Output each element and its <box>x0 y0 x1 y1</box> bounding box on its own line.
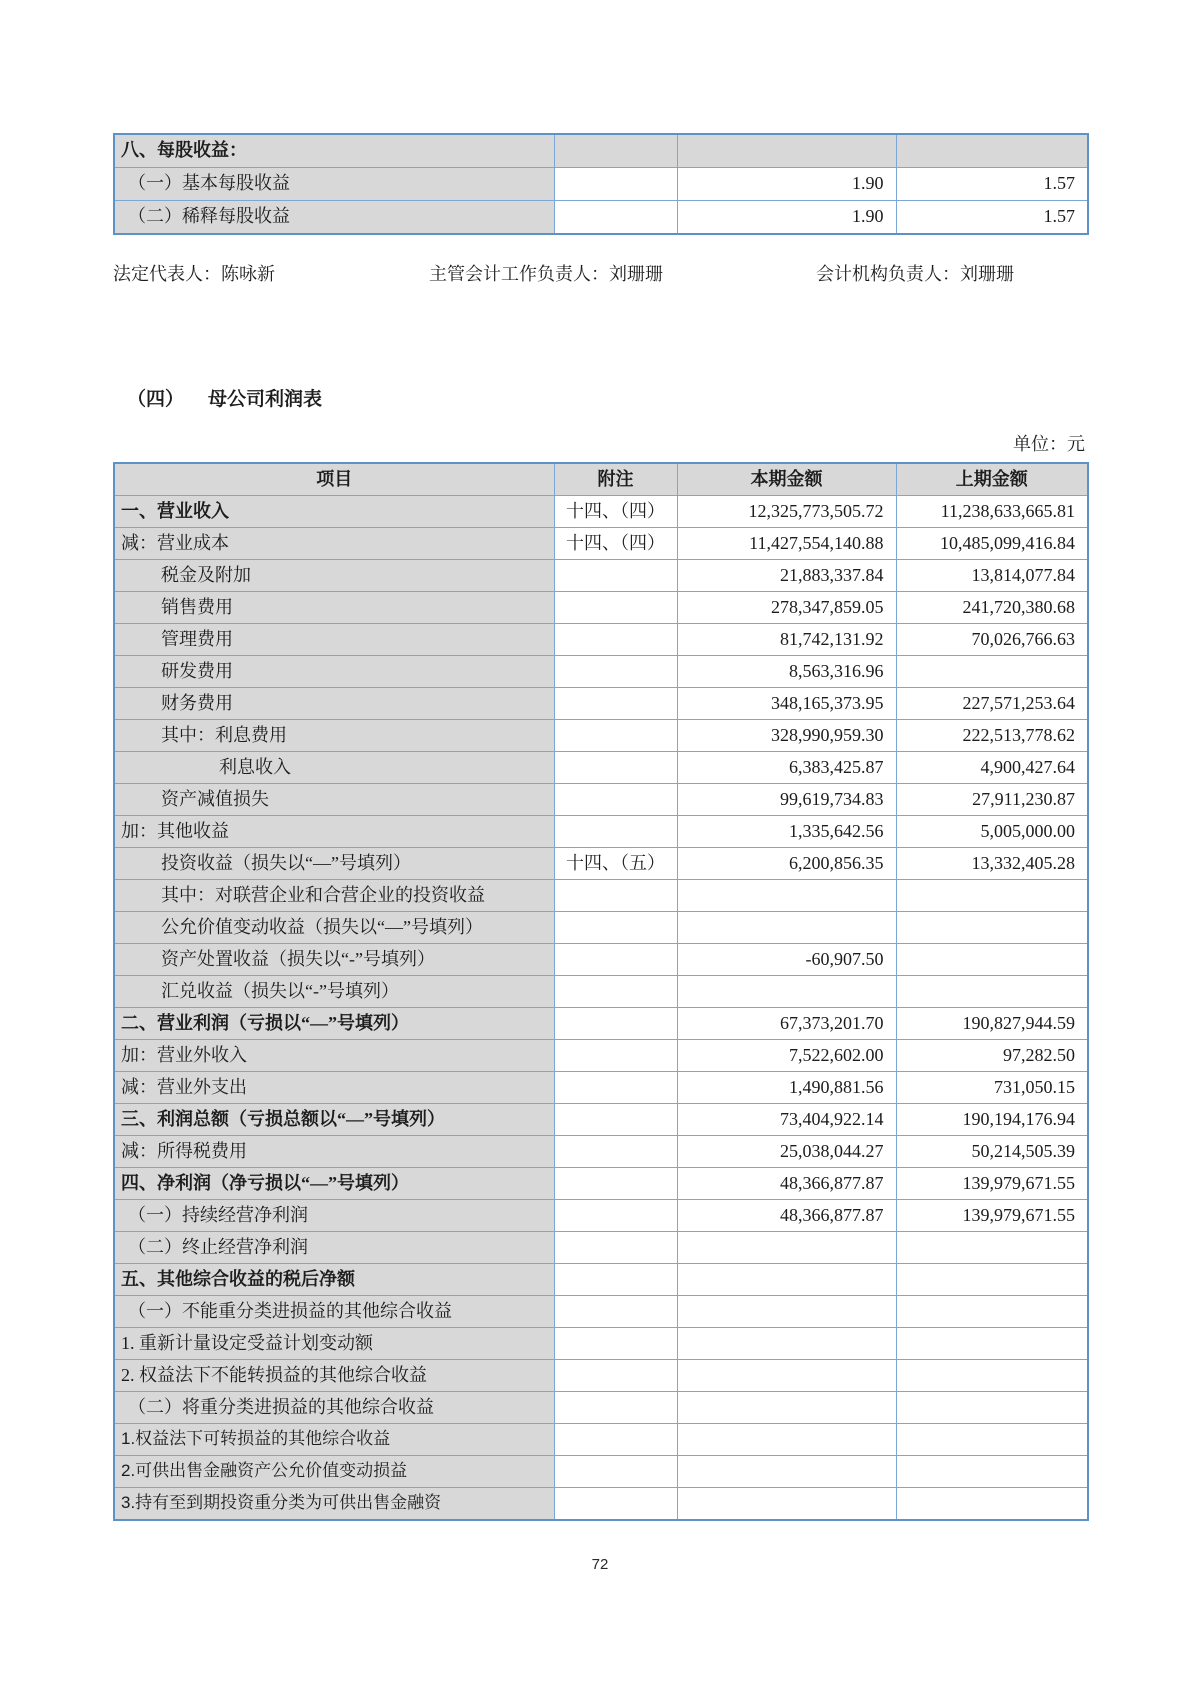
item-cell: 公允价值变动收益（损失以“—”号填列） <box>114 912 554 944</box>
table-row <box>114 1072 1088 1104</box>
empty-cell <box>677 134 896 168</box>
prior-amount-cell: 222,513,778.62 <box>896 720 1088 752</box>
prior-amount-cell: 241,720,380.68 <box>896 592 1088 624</box>
note-cell <box>554 1360 677 1392</box>
note-cell <box>554 816 677 848</box>
note-cell <box>554 976 677 1008</box>
note-cell <box>554 688 677 720</box>
note-cell <box>554 1168 677 1200</box>
table-row <box>114 201 1088 235</box>
section-heading <box>127 384 322 411</box>
current-amount-cell: 21,883,337.84 <box>677 560 896 592</box>
table-row <box>114 656 1088 688</box>
current-amount-cell: 328,990,959.30 <box>677 720 896 752</box>
item-cell: 销售费用 <box>114 592 554 624</box>
prior-amount-cell: 1.57 <box>896 201 1088 235</box>
current-amount-cell: 8,563,316.96 <box>677 656 896 688</box>
item-cell: 管理费用 <box>114 624 554 656</box>
prior-amount-cell <box>896 1424 1088 1456</box>
item-cell: （一）不能重分类进损益的其他综合收益 <box>114 1296 554 1328</box>
current-amount-cell: 48,366,877.87 <box>677 1168 896 1200</box>
table-row <box>114 1296 1088 1328</box>
table-row <box>114 528 1088 560</box>
prior-amount-cell: 13,332,405.28 <box>896 848 1088 880</box>
income-statement-table <box>113 462 1089 1521</box>
chief-accounting-officer: 主管会计工作负责人：刘珊珊 <box>429 264 663 284</box>
prior-amount-cell <box>896 1392 1088 1424</box>
item-cell: （二）稀释每股收益 <box>114 201 554 235</box>
current-amount-cell: 12,325,773,505.72 <box>677 496 896 528</box>
current-amount-cell <box>677 1296 896 1328</box>
prior-amount-cell <box>896 656 1088 688</box>
eps-table-body <box>114 134 1088 234</box>
prior-amount-cell <box>896 1232 1088 1264</box>
eps-table <box>113 133 1089 235</box>
table-row <box>114 1008 1088 1040</box>
empty-cell <box>896 134 1088 168</box>
item-cell: 五、其他综合收益的税后净额 <box>114 1264 554 1296</box>
note-cell: 十四、（五） <box>554 848 677 880</box>
prior-amount-cell: 13,814,077.84 <box>896 560 1088 592</box>
note-cell <box>554 656 677 688</box>
prior-amount-cell <box>896 1488 1088 1521</box>
current-amount-cell: 6,383,425.87 <box>677 752 896 784</box>
column-header-current: 本期金额 <box>677 463 896 496</box>
item-cell: 3.持有至到期投资重分类为可供出售金融资 <box>114 1488 554 1521</box>
current-amount-cell <box>677 1232 896 1264</box>
current-amount-cell <box>677 1424 896 1456</box>
note-cell <box>554 560 677 592</box>
prior-amount-cell <box>896 1456 1088 1488</box>
note-cell: 十四、（四） <box>554 528 677 560</box>
note-cell: 十四、（四） <box>554 496 677 528</box>
item-cell: 1. 重新计量设定受益计划变动额 <box>114 1328 554 1360</box>
table-row <box>114 1488 1088 1521</box>
table-row <box>114 1264 1088 1296</box>
table-row <box>114 720 1088 752</box>
note-cell <box>554 1456 677 1488</box>
note-cell <box>554 752 677 784</box>
table-row <box>114 1040 1088 1072</box>
table-row <box>114 1232 1088 1264</box>
prior-amount-cell: 97,282.50 <box>896 1040 1088 1072</box>
column-header-item: 项目 <box>114 463 554 496</box>
item-cell: 财务费用 <box>114 688 554 720</box>
section-index: （四） <box>127 389 185 410</box>
note-cell <box>554 1200 677 1232</box>
current-amount-cell <box>677 880 896 912</box>
note-cell <box>554 592 677 624</box>
table-row <box>114 1424 1088 1456</box>
current-amount-cell <box>677 1456 896 1488</box>
note-cell <box>554 1136 677 1168</box>
column-header-note: 附注 <box>554 463 677 496</box>
table-row <box>114 560 1088 592</box>
note-cell <box>554 1072 677 1104</box>
table-row <box>114 784 1088 816</box>
column-header-prior: 上期金额 <box>896 463 1088 496</box>
table-row <box>114 592 1088 624</box>
current-amount-cell <box>677 1328 896 1360</box>
signature-line <box>0 260 1200 286</box>
current-amount-cell: 11,427,554,140.88 <box>677 528 896 560</box>
table-row <box>114 1392 1088 1424</box>
prior-amount-cell: 731,050.15 <box>896 1072 1088 1104</box>
item-cell: 投资收益（损失以“—”号填列） <box>114 848 554 880</box>
table-row <box>114 912 1088 944</box>
prior-amount-cell: 190,194,176.94 <box>896 1104 1088 1136</box>
item-cell: （二）终止经营净利润 <box>114 1232 554 1264</box>
prior-amount-cell <box>896 944 1088 976</box>
item-cell: 研发费用 <box>114 656 554 688</box>
prior-amount-cell <box>896 976 1088 1008</box>
item-cell: 一、营业收入 <box>114 496 554 528</box>
table-row <box>114 1328 1088 1360</box>
current-amount-cell: 25,038,044.27 <box>677 1136 896 1168</box>
current-amount-cell: 99,619,734.83 <box>677 784 896 816</box>
item-cell: 税金及附加 <box>114 560 554 592</box>
prior-amount-cell <box>896 1328 1088 1360</box>
table-row <box>114 688 1088 720</box>
note-cell <box>554 880 677 912</box>
unit-label: 单位：元 <box>1013 434 1085 454</box>
prior-amount-cell: 190,827,944.59 <box>896 1008 1088 1040</box>
table-row <box>114 752 1088 784</box>
legal-representative: 法定代表人：陈咏新 <box>113 264 275 284</box>
table-row <box>114 880 1088 912</box>
prior-amount-cell <box>896 912 1088 944</box>
note-cell <box>554 944 677 976</box>
item-cell: （二）将重分类进损益的其他综合收益 <box>114 1392 554 1424</box>
current-amount-cell <box>677 976 896 1008</box>
note-cell <box>554 784 677 816</box>
current-amount-cell <box>677 1488 896 1521</box>
prior-amount-cell: 4,900,427.64 <box>896 752 1088 784</box>
item-cell: 其中：利息费用 <box>114 720 554 752</box>
eps-title-cell: 八、每股收益： <box>114 134 554 168</box>
table-row <box>114 1104 1088 1136</box>
note-cell <box>554 1424 677 1456</box>
note-cell <box>554 1040 677 1072</box>
item-cell: 加：其他收益 <box>114 816 554 848</box>
table-row <box>114 976 1088 1008</box>
table-row <box>114 1136 1088 1168</box>
note-cell <box>554 1488 677 1521</box>
table-row <box>114 816 1088 848</box>
current-amount-cell: 1.90 <box>677 168 896 201</box>
current-amount-cell <box>677 1264 896 1296</box>
current-amount-cell: 1.90 <box>677 201 896 235</box>
prior-amount-cell <box>896 1360 1088 1392</box>
table-row <box>114 1200 1088 1232</box>
item-cell: 减：营业外支出 <box>114 1072 554 1104</box>
note-cell <box>554 1328 677 1360</box>
empty-cell <box>554 134 677 168</box>
item-cell: （一）持续经营净利润 <box>114 1200 554 1232</box>
item-cell: 汇兑收益（损失以“-”号填列） <box>114 976 554 1008</box>
current-amount-cell: 6,200,856.35 <box>677 848 896 880</box>
prior-amount-cell: 70,026,766.63 <box>896 624 1088 656</box>
prior-amount-cell: 1.57 <box>896 168 1088 201</box>
item-cell: 三、利润总额（亏损总额以“—”号填列） <box>114 1104 554 1136</box>
current-amount-cell <box>677 1360 896 1392</box>
item-cell: 二、营业利润（亏损以“—”号填列） <box>114 1008 554 1040</box>
current-amount-cell: 1,490,881.56 <box>677 1072 896 1104</box>
prior-amount-cell <box>896 880 1088 912</box>
current-amount-cell: 81,742,131.92 <box>677 624 896 656</box>
item-cell: 2.可供出售金融资产公允价值变动损益 <box>114 1456 554 1488</box>
item-cell: 加：营业外收入 <box>114 1040 554 1072</box>
current-amount-cell: 48,366,877.87 <box>677 1200 896 1232</box>
current-amount-cell: 7,522,602.00 <box>677 1040 896 1072</box>
current-amount-cell: 67,373,201.70 <box>677 1008 896 1040</box>
income-table-body <box>114 463 1088 1520</box>
table-row <box>114 848 1088 880</box>
note-cell <box>554 1104 677 1136</box>
prior-amount-cell <box>896 1264 1088 1296</box>
table-row <box>114 1360 1088 1392</box>
item-cell: 资产减值损失 <box>114 784 554 816</box>
item-cell: 1.权益法下可转损益的其他综合收益 <box>114 1424 554 1456</box>
prior-amount-cell <box>896 1296 1088 1328</box>
eps-title-row <box>114 134 1088 168</box>
accounting-department-head: 会计机构负责人：刘珊珊 <box>816 264 1014 284</box>
table-row <box>114 496 1088 528</box>
prior-amount-cell: 10,485,099,416.84 <box>896 528 1088 560</box>
item-cell: 四、净利润（净亏损以“—”号填列） <box>114 1168 554 1200</box>
table-row <box>114 624 1088 656</box>
item-cell: 2. 权益法下不能转损益的其他综合收益 <box>114 1360 554 1392</box>
item-cell: 其中：对联营企业和合营企业的投资收益 <box>114 880 554 912</box>
item-cell: （一）基本每股收益 <box>114 168 554 201</box>
current-amount-cell: -60,907.50 <box>677 944 896 976</box>
current-amount-cell: 348,165,373.95 <box>677 688 896 720</box>
note-cell <box>554 1392 677 1424</box>
section-title: 母公司利润表 <box>208 389 323 410</box>
income-header-row <box>114 463 1088 496</box>
note-cell <box>554 1296 677 1328</box>
item-cell: 资产处置收益（损失以“-”号填列） <box>114 944 554 976</box>
prior-amount-cell: 5,005,000.00 <box>896 816 1088 848</box>
note-cell <box>554 1264 677 1296</box>
note-cell <box>554 1008 677 1040</box>
prior-amount-cell: 11,238,633,665.81 <box>896 496 1088 528</box>
item-cell: 减：营业成本 <box>114 528 554 560</box>
note-cell <box>554 720 677 752</box>
current-amount-cell: 1,335,642.56 <box>677 816 896 848</box>
table-row <box>114 1168 1088 1200</box>
note-cell <box>554 1232 677 1264</box>
item-cell: 减：所得税费用 <box>114 1136 554 1168</box>
table-row <box>114 944 1088 976</box>
note-cell <box>554 912 677 944</box>
current-amount-cell: 73,404,922.14 <box>677 1104 896 1136</box>
prior-amount-cell: 50,214,505.39 <box>896 1136 1088 1168</box>
table-row <box>114 1456 1088 1488</box>
note-cell <box>554 624 677 656</box>
note-cell <box>554 201 677 235</box>
page-number: 72 <box>591 1556 609 1573</box>
prior-amount-cell: 139,979,671.55 <box>896 1168 1088 1200</box>
item-cell: 利息收入 <box>114 752 554 784</box>
note-cell <box>554 168 677 201</box>
table-row <box>114 168 1088 201</box>
current-amount-cell: 278,347,859.05 <box>677 592 896 624</box>
current-amount-cell <box>677 1392 896 1424</box>
prior-amount-cell: 139,979,671.55 <box>896 1200 1088 1232</box>
prior-amount-cell: 27,911,230.87 <box>896 784 1088 816</box>
prior-amount-cell: 227,571,253.64 <box>896 688 1088 720</box>
current-amount-cell <box>677 912 896 944</box>
